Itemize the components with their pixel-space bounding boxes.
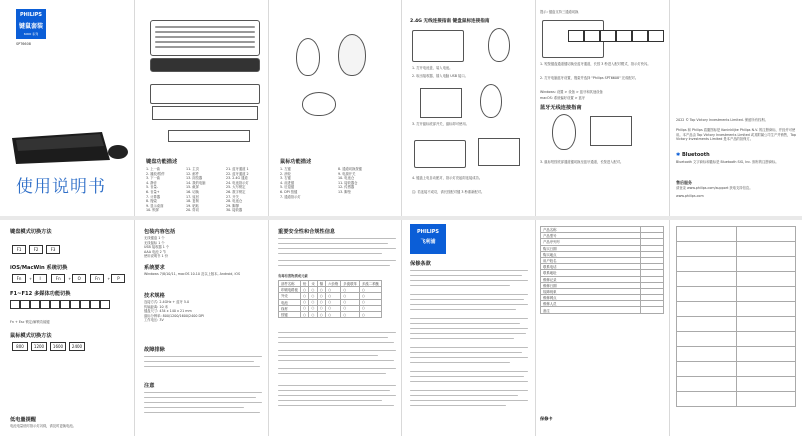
support-heading: 售后服务 [676,180,692,185]
form-row [677,257,796,272]
table-header-cell: 多溴二苯醚 [359,281,381,287]
key-f2: F2 [29,245,43,254]
form-field[interactable] [736,362,796,377]
safety-heading: 重要安全性和合规性信息 [278,229,336,235]
list-item: 1. 左键 [280,167,291,171]
list-item: 11. 接收器仓 [338,180,358,185]
model-number: SPT6608 [16,42,31,46]
rf-note: 注: 若连接不成功，请长按配对键 3 秒重新配对。 [412,190,485,194]
warning-heading: 注意 [144,383,155,389]
list-item: 1. 上一曲 [146,167,161,171]
dpi-value: 800 [12,342,28,351]
rf-setup-heading: 2.4G 无线连接指南 键盘鼠标连接指南 [410,19,490,24]
product-name: 键鼠套装 [18,23,43,30]
table-cell: ○ [309,287,317,293]
form-row [677,317,796,332]
hazard-table-heading: 有毒有害物质或元素 [278,274,308,278]
table-row [279,311,382,317]
rf-step-2: 2. 取出接收器，插入电脑 USB 接口。 [412,74,468,78]
table-cell: ○ [326,287,341,293]
keyboard-function-list-1 [146,167,186,213]
form-label: 购买地点 [541,251,641,257]
keyboard-bottom-diagram [150,84,260,104]
table-cell: ○ [309,311,317,317]
table-cell: ○ [359,287,381,293]
list-item: 25. 大写锁定 [226,185,246,190]
table-header-cell: 部件名称 [279,281,301,287]
table-cell: 线材 [279,305,301,311]
table-cell: 印刷电路板 [279,287,301,293]
form-field[interactable] [677,347,737,362]
form-field[interactable] [677,362,737,377]
list-item: 23. 2.4G 通道 [226,176,248,181]
list-item: 9. 电源开关 [338,171,356,176]
form-label: 产品序列号 [541,239,641,245]
form-field[interactable] [641,307,664,313]
plus-sign: + [68,277,72,281]
list-item: 无线鼠标 1 个 [144,240,165,245]
key-f3: F3 [46,245,60,254]
system-text: Windows 7/8/10/11, macOS 10.10 及以上版本, Android, iOS [144,272,241,276]
form-label: 维修人员 [541,301,641,307]
list-item: 13. 脚垫 [338,189,351,194]
key [60,300,70,309]
trademark-text: Philips 和 Philips 盾徽图标是 Koninklijke Philips N.V. 的注册商标，并经许可使用。本产品由 Top Victory Investments Limited 或其附属公司生产并销售，Top Victory Investments Limited 是本产品的担保方。 [676,128,796,142]
keyboard-side-diagram [152,106,258,120]
list-item: 14. 我的电脑 [186,180,206,185]
form-label: 维修日期 [541,282,641,288]
rf-step-1: 1. 打开电池盖，装入电池。 [412,66,453,70]
form-label: 联系电话 [541,264,641,270]
table-cell: ○ [300,287,308,293]
table-cell: ○ [341,293,360,299]
list-item: 工作电压: 3V [144,318,164,323]
form-label: 故障现象 [541,288,641,294]
key [568,30,584,42]
keyboard-function-list-3 [226,167,268,213]
list-item: 11. 主页 [186,167,199,171]
form-row [677,302,796,317]
form-field[interactable] [677,332,737,347]
form-field[interactable] [677,392,737,407]
list-item: 3. 右键 [280,176,291,181]
list-item: AAA 电池 2 节 [144,249,167,254]
list-item: 5. 后退键 [280,185,295,190]
list-item: 24. 电池指示灯 [226,180,249,185]
fkey-heading: F1~F12 多媒体功能切换 [10,291,71,297]
list-item: 22. 蓝牙通道 2 [226,171,249,176]
fn-lock-text: Fn + Esc 锁定/解锁功能键 [10,320,50,324]
bt-step-1: 1. 短按键盘通道键切换至蓝牙通道，长按 3 秒进入配对模式，指示灯快闪。 [540,62,651,66]
list-item: 15. 截屏 [186,185,199,190]
keyboard-edge-diagram [168,130,250,142]
list-item: 20. 剪切 [186,208,199,213]
brand-logo-cn: 飞利浦 [420,239,436,245]
list-item: 17. 返回 [186,194,199,199]
bt-step-3: 3. 鼠标短按底部通道键切换至蓝牙通道，长按进入配对。 [540,160,624,164]
mouse-side-diagram [338,34,366,76]
form-field[interactable] [677,377,737,392]
table-cell: ○ [359,311,381,317]
battery-text: 电池电量低时指示灯闪烁，请及时更换电池。 [10,424,76,428]
list-item: 16. 切换 [186,189,199,194]
fold-line [401,220,402,436]
key [30,300,40,309]
table-cell: ○ [300,299,308,305]
list-item: 键盘尺寸: 434 x 140 x 21 mm [144,309,192,314]
key [90,300,100,309]
list-item: 4. 前进键 [280,180,295,185]
fold-line [535,0,536,216]
table-header-cell: 多溴联苯 [341,281,360,287]
key [600,30,616,42]
key [80,300,90,309]
hazard-table [278,280,382,318]
list-item: 使用说明书 1 份 [144,254,168,259]
list-item: 2. 滚轮 [280,171,291,176]
key-fn: Fn [12,274,26,283]
form-label: 维修网点 [541,295,641,301]
warranty-heading: 保修条款 [410,261,431,267]
mouse-top-diagram [296,38,320,76]
fold-line [134,220,135,436]
key [648,30,664,42]
form-label: 联系地址 [541,270,641,276]
list-item: 传输距离: 10 米 [144,304,168,309]
table-header-row [279,281,382,287]
table-cell: ○ [317,311,325,317]
bt-step-2: 2. 打开电脑蓝牙设置，搜索并选择 "Philips SPT6608" 完成配对。 [540,76,639,80]
table-cell: ○ [317,293,325,299]
table-cell: ○ [326,293,341,299]
table-cell: 按键 [279,311,301,317]
form-field[interactable] [677,302,737,317]
table-cell: ○ [317,305,325,311]
table-cell: ○ [326,305,341,311]
key [616,30,632,42]
tech-heading: 技术规格 [144,293,165,299]
list-item: 28. 电池仓 [226,199,243,204]
keyboard-front-diagram [150,58,260,72]
form-field[interactable] [736,377,796,392]
list-item: 6. DPI 按键 [280,189,298,194]
table-cell: 电池 [279,299,301,305]
bluetooth-logo-text: Bluetooth [681,152,710,158]
keyboard-mouse-photo [10,120,128,165]
dpi-values [12,342,88,351]
form-label: 用户姓名 [541,257,641,263]
list-item: 3. 下一曲 [146,176,161,181]
os-key-combos [12,274,128,283]
key-mode-heading: 键盘模式切换方法 [10,229,52,235]
bt-laptop-diagram [590,116,632,146]
key-fn: Fn [90,274,104,283]
table-cell: ○ [300,305,308,311]
form-field[interactable] [677,287,737,302]
keyboard-function-heading: 键盘功能描述 [146,159,178,165]
fold-line [669,220,670,436]
list-item: 5. 音量- [146,185,158,190]
dpi-value: 1600 [50,342,66,351]
usb-receiver-diagram [420,88,462,118]
form-label: 产品型号 [541,233,641,239]
key [70,300,80,309]
key-p: P [111,274,125,283]
battery-door-diagram [412,30,464,62]
table-cell: 外壳 [279,293,301,299]
table-header-cell: 镉 [317,281,325,287]
list-item: 10. 锁屏 [146,208,159,213]
key-fn: Fn [51,274,65,283]
table-header-cell: 铅 [300,281,308,287]
form-row [677,272,796,287]
mouse-function-list-1 [280,167,335,199]
key-mode-keys [12,236,63,255]
list-item: 27. 开关 [226,194,239,199]
support-text: 请登录 www.philips.com/support 获取支持信息。 [676,186,753,190]
list-item: 7. 计算器 [146,194,161,199]
form-row [677,362,796,377]
manual-front-sheet [0,0,802,216]
website-link[interactable]: www.philips.com [676,194,704,198]
fold-line [134,0,135,216]
key-f1: F1 [12,245,26,254]
form-row [677,227,796,242]
series-label: 6000 系列 [23,32,39,36]
key [100,300,110,309]
key-o: O [72,274,86,283]
key [40,300,50,309]
form-field[interactable] [736,257,796,272]
list-item: 12. 邮件 [186,171,199,176]
form-field[interactable] [677,227,737,242]
form-field[interactable] [736,302,796,317]
form-label: 产品名称 [541,227,641,233]
table-cell: ○ [300,293,308,299]
form-field[interactable] [736,227,796,242]
list-item: 8. 搜索 [146,199,157,204]
table-cell: ○ [309,305,317,311]
keyboard-top-diagram [150,20,260,56]
table-cell: ○ [300,311,308,317]
form-field[interactable] [736,332,796,347]
form-row [677,377,796,392]
table-cell: ○ [359,299,381,305]
fold-line [268,220,269,436]
form-row [677,347,796,362]
form-field[interactable] [677,317,737,332]
form-label: 维修记录 [541,276,641,282]
table-cell: ○ [317,287,325,293]
dpi-value: 1200 [31,342,47,351]
bt-mouse-diagram [552,114,576,150]
list-item: 鼠标分辨率: 800/1200/1600/2400 DPI [144,313,204,318]
form-label: 购买日期 [541,245,641,251]
mouse-front-diagram [302,92,336,116]
key [584,30,600,42]
keyboard-function-list-2 [186,167,226,213]
list-item: 30. 接收器 [226,208,243,213]
form-field[interactable] [677,242,737,257]
list-item: 连接方式: 2.4GHz + 蓝牙 5.0 [144,300,190,304]
plus-sign: + [107,277,111,281]
list-item: 12. 传感器 [338,185,355,190]
form-field[interactable] [677,257,737,272]
brand-name: PHILIPS [19,12,43,18]
trouble-heading: 故障排除 [144,347,165,353]
bluetooth-trademark-text: Bluetooth 文字商标和徽标是 Bluetooth SIG, Inc. 拥有的注册商标。 [676,160,779,164]
table-cell: ○ [359,305,381,311]
list-item: 19. 粘贴 [186,203,199,208]
list-item: 6. 音量+ [146,189,160,194]
key-i: I [33,274,47,283]
table-cell: ○ [359,293,381,299]
list-item: 8. 通道切换按键 [338,167,362,171]
mouse-function-heading: 鼠标功能描述 [280,159,312,165]
form-field[interactable] [736,347,796,362]
list-item: 10. 电池仓 [338,176,355,181]
manual-back-sheet [0,220,802,436]
list-item: USB 接收器 1 个 [144,245,170,250]
table-cell: ○ [309,299,317,305]
package-heading: 包装内容包括 [144,229,176,235]
warranty-card-footer: 保修卡 [540,416,553,421]
list-item: 26. 数字锁定 [226,189,246,194]
repair-record-form [676,226,796,407]
list-item: 无线键盘 1 个 [144,236,165,240]
table-cell: ○ [341,287,360,293]
bt-mac-path: macOS: 系统偏好设置 > 蓝牙 [540,96,586,100]
mouse-battery-diagram [488,28,510,62]
os-switch-heading: iOS/MacWin 系统切换 [10,265,68,271]
list-item: 18. 复制 [186,199,199,204]
form-row [677,287,796,302]
bt-key-strip [568,20,664,56]
system-heading: 系统要求 [144,265,165,271]
form-label: 备注 [541,307,641,313]
mouse-dpi-heading: 鼠标模式切换方法 [10,333,52,339]
philips-warranty-logo [410,224,446,254]
table-cell: ○ [326,311,341,317]
form-field[interactable] [736,272,796,287]
form-row [541,307,664,313]
table-cell: ○ [341,299,360,305]
list-item: 13. 浏览器 [186,176,203,181]
dpi-value: 2400 [69,342,85,351]
tech-list [144,300,264,323]
table-header-cell: 汞 [309,281,317,287]
list-item: 7. 通道指示灯 [280,194,301,199]
keyboard-pair-diagram [414,140,466,168]
battery-heading: 低电量提醒 [10,417,36,423]
bluetooth-logo [676,152,710,158]
form-row [677,392,796,407]
key [632,30,648,42]
philips-brand-block [16,9,46,39]
key [20,300,30,309]
bt-intro: 提示: 键盘支持三通道切换 [540,10,579,14]
table-cell: ○ [341,311,360,317]
brand-name: PHILIPS [416,229,440,235]
fold-line [268,0,269,216]
form-field[interactable] [677,272,737,287]
fold-line [535,220,536,436]
key [50,300,60,309]
package-list [144,236,264,259]
mouse-function-list-2 [338,167,398,195]
form-row [677,332,796,347]
table-header-cell: 六价铬 [326,281,341,287]
table-cell: ○ [341,305,360,311]
warranty-card-form [540,226,664,314]
manual-title: 使用说明书 [16,177,106,197]
form-field[interactable] [736,242,796,257]
fkey-strip [10,300,130,316]
table-cell: ○ [309,293,317,299]
key [10,300,20,309]
fold-line [669,0,670,216]
rf-step-3: 3. 打开鼠标底部开关，鼠标即可使用。 [412,122,469,126]
plus-sign: + [29,277,32,281]
list-item: 29. 脚撑 [226,203,239,208]
form-row [677,242,796,257]
form-field[interactable] [736,392,796,407]
laptop-diagram [478,138,520,166]
list-item: 4. 静音 [146,180,157,185]
bt-windows-path: Windows: 设置 > 设备 > 蓝牙和其他设备 [540,90,603,94]
copyright-text: 2022 © Top Victory Investments Limited. 保留所有权利。 [676,118,768,122]
rf-step-4: 4. 键盘上电自动配对，指示灯亮起即连接成功。 [412,176,483,180]
table-cell: ○ [317,299,325,305]
bt-setup-heading: 蓝牙无线连接指南 [540,105,582,111]
bluetooth-icon: ✱ [676,152,681,158]
list-item: 9. 显示桌面 [146,203,164,208]
mouse-switch-diagram [480,84,502,118]
list-item: 2. 播放/暂停 [146,171,165,176]
list-item: 21. 蓝牙通道 1 [226,167,249,171]
form-field[interactable] [736,287,796,302]
fold-line [401,0,402,216]
form-field[interactable] [736,317,796,332]
table-cell: ○ [326,299,341,305]
